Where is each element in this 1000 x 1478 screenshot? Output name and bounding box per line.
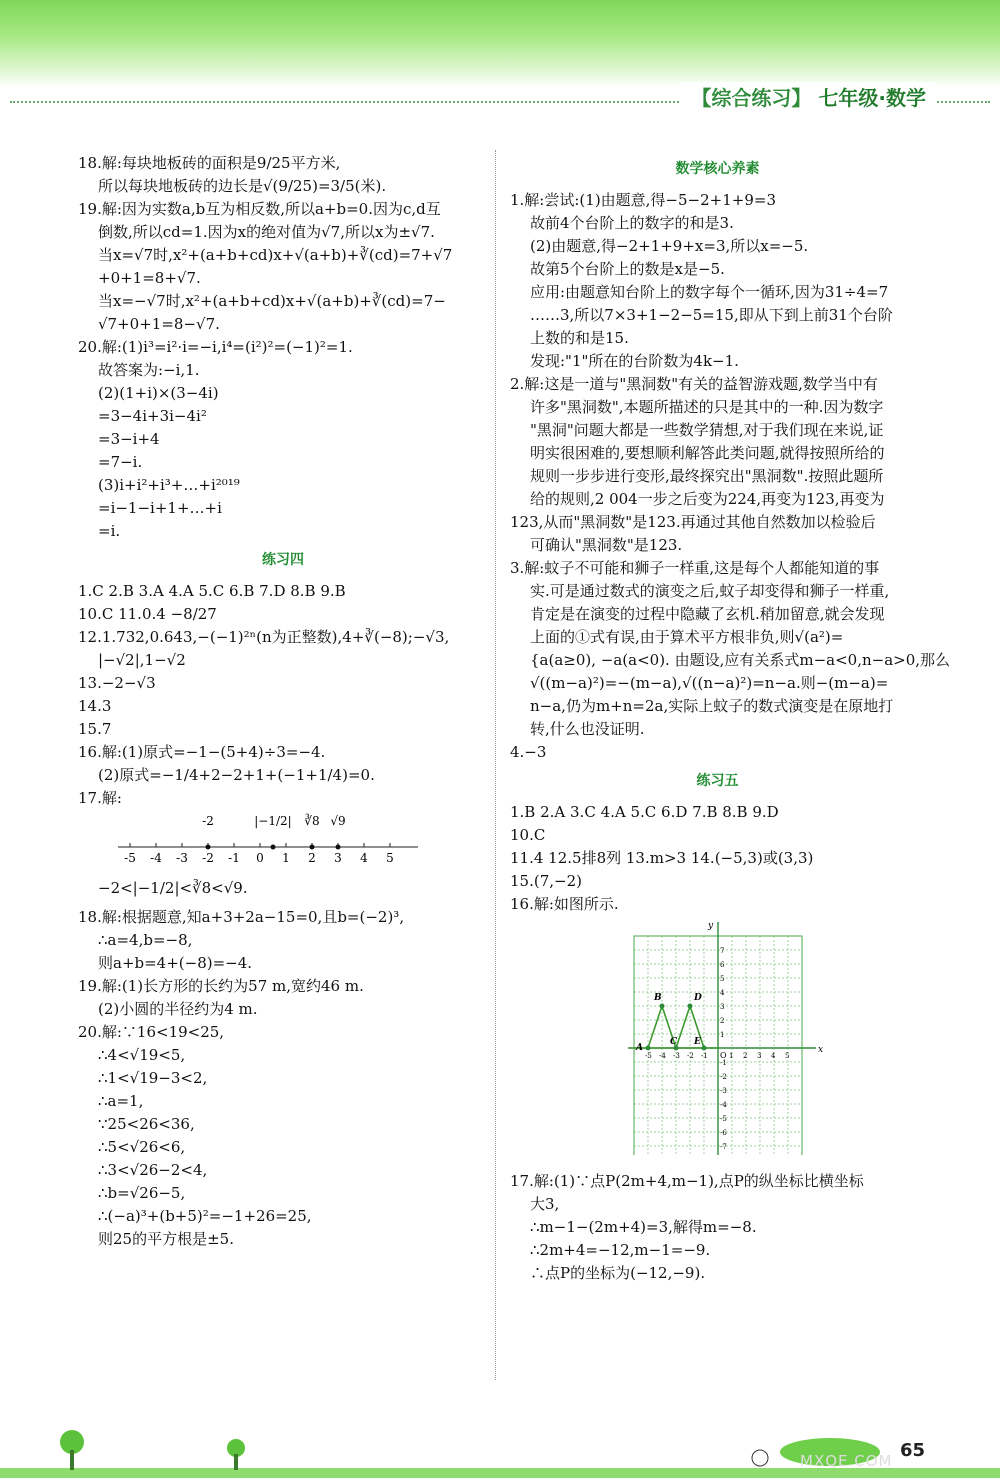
- answer-line: (2)由题意,得−2+1+9+x=3,所以x=−5.: [530, 237, 809, 255]
- answer-line: +0+1=8+√7.: [98, 269, 201, 287]
- answer-line: 转,什么也没证明.: [530, 720, 645, 738]
- answer-line: 给的规则,2 004一步之后变为224,再变为123,再变为: [530, 490, 885, 508]
- number-line-point: [206, 845, 211, 850]
- header-section: 【综合练习】: [691, 86, 812, 110]
- answer-line: ……3,所以7×3+1−2−5=15,即从下到上前31个台阶: [530, 306, 893, 324]
- answer-line: ∴5<√26<6,: [98, 1138, 186, 1156]
- y-tick-label: 4: [720, 989, 725, 997]
- right-answers-block-1: [510, 189, 951, 764]
- answer-line: 10.C: [510, 826, 546, 844]
- y-tick-label: 3: [720, 1003, 725, 1011]
- number-line-tick-label: 5: [386, 851, 394, 865]
- y-tick-label: -7: [720, 1143, 727, 1151]
- left-answers-block-2: [78, 580, 488, 787]
- answer-line: 19.解:因为实数a,b互为相反数,所以a+b=0.因为c,d互: [78, 200, 441, 218]
- answer-line: 20.解:∵16<19<25,: [78, 1023, 225, 1041]
- answer-line: =3−4i+3i−4i²: [98, 407, 207, 425]
- graph-point: [660, 1004, 665, 1009]
- graph-point-label: A: [636, 1043, 643, 1053]
- answer-line: (2)(1+i)×(3−4i): [98, 384, 219, 402]
- answer-line: √7+0+1=8−√7.: [98, 315, 220, 333]
- answer-line: 16.解:(1)原式=−1−(5+4)÷3=−4.: [78, 743, 326, 761]
- top-decoration-band: [0, 0, 1000, 88]
- number-line-point: [271, 845, 276, 850]
- x-tick-label: 5: [785, 1052, 790, 1060]
- answer-line: {a(a≥0), −a(a<0). 由题设,应有关系式m−a<0,n−a>0,那么: [530, 651, 951, 669]
- y-tick-label: -6: [720, 1129, 727, 1137]
- watermark-text: MXQE.COM: [800, 1452, 893, 1470]
- y-tick-label: -3: [720, 1087, 727, 1095]
- answer-line: 123,从而"黑洞数"是123.再通过其他自然数加以检验后: [510, 513, 876, 531]
- answer-line: √((m−a)²)=−(m−a),√((n−a)²)=n−a.则−(m−a)=: [530, 674, 889, 692]
- answer-line: 倒数,所以cd=1.因为x的绝对值为√7,所以x为±√7.: [98, 223, 435, 241]
- answer-line: =3−i+4: [98, 430, 160, 448]
- x-tick-label: -3: [673, 1052, 680, 1060]
- right-column: [510, 152, 951, 1285]
- answer-line: 20.解:(1)i³=i²·i=−i,i⁴=(i²)²=(−1)²=1.: [78, 338, 353, 356]
- x-tick-label: 2: [743, 1052, 748, 1060]
- number-line-tick-label: -2: [202, 851, 214, 865]
- answer-line: 明实很困难的,要想顺利解答此类问题,就得按照所给的: [530, 444, 885, 462]
- answer-line: 当x=−√7时,x²+(a+b+cd)x+√(a+b)+∛(cd)=7−: [98, 292, 446, 310]
- x-tick-label: -4: [659, 1052, 666, 1060]
- answer-line: 可确认"黑洞数"是123.: [530, 536, 683, 554]
- answer-line: 则25的平方根是±5.: [98, 1230, 234, 1248]
- number-line-point-label: ∛8: [304, 814, 320, 828]
- number-line-point-label: √9: [330, 814, 346, 828]
- answer-line: 上面的①式有误,由于算术平方根非负,则√(a²)=: [530, 628, 844, 646]
- right-answers-block-2: [510, 801, 925, 916]
- graph-point-label: E: [694, 1037, 701, 1047]
- number-line-tick-label: -3: [176, 851, 188, 865]
- section-heading-practice-4: 练习四: [262, 552, 304, 568]
- answer-line: =i−1−i+1+…+i: [98, 499, 222, 517]
- answer-line: 2.解:这是一道与"黑洞数"有关的益智游戏题,数学当中有: [510, 375, 878, 393]
- y-tick-label: -4: [720, 1101, 727, 1109]
- number-line-tick-label: 2: [308, 851, 316, 865]
- answer-line: 上数的和是15.: [530, 329, 629, 347]
- y-tick-label: -2: [720, 1073, 727, 1081]
- answer-line: (2)原式=−1/4+2−2+1+(−1+1/4)=0.: [98, 766, 375, 784]
- page-header: [681, 82, 936, 111]
- number-line-tick-label: 1: [282, 851, 290, 865]
- number-line-tick-label: 0: [256, 851, 264, 865]
- answer-line: 14.3: [78, 697, 112, 715]
- answer-line: ∴3<√26−2<4,: [98, 1161, 208, 1179]
- x-tick-label: 1: [729, 1052, 734, 1060]
- answer-line: 1.解:尝试:(1)由题意,得−5−2+1+9=3: [510, 191, 776, 209]
- answer-line: 13.−2−√3: [78, 674, 156, 692]
- x-tick-label: 4: [771, 1052, 776, 1060]
- answer-line: 发现:"1"所在的台阶数为4k−1.: [530, 352, 739, 370]
- answer-line: 16.解:如图所示.: [510, 895, 619, 913]
- graph-point: [702, 1046, 707, 1051]
- answer-line: 3.解:蚊子不可能和狮子一样重,这是每个人都能知道的事: [510, 559, 880, 577]
- number-line-point-label: -2: [202, 814, 214, 828]
- snail-icon: [752, 1450, 768, 1466]
- left-answers-block-3: [78, 906, 488, 1251]
- answer-line: 18.解:每块地板砖的面积是9/25平方米,: [78, 154, 341, 172]
- graph-point-label: C: [670, 1037, 678, 1047]
- y-tick-label: 5: [720, 975, 725, 983]
- graph-point: [646, 1046, 651, 1051]
- y-tick-label: 1: [720, 1031, 725, 1039]
- page-number: 65: [900, 1440, 926, 1461]
- graph-point-label: D: [694, 993, 702, 1003]
- answer-line: 10.C 11.0.4 −8/27: [78, 605, 217, 623]
- answer-line: 肯定是在演变的过程中隐藏了玄机.稍加留意,就会发现: [530, 605, 885, 623]
- number-line-tick-label: 3: [334, 851, 342, 865]
- x-tick-label: 3: [757, 1052, 762, 1060]
- graph-point-label: B: [654, 993, 662, 1003]
- section-heading-practice-5: 练习五: [696, 773, 739, 789]
- answer-line: 许多"黑洞数",本题所描述的只是其中的一种.因为数字: [530, 398, 884, 416]
- answer-line: ∴4<√19<5,: [98, 1046, 186, 1064]
- answer-line: ∴b=√26−5,: [98, 1184, 186, 1202]
- x-tick-label: -5: [645, 1052, 652, 1060]
- number-line-tick-label: -4: [150, 851, 162, 865]
- answer-line: 17.解:(1)∵点P(2m+4,m−1),点P的纵坐标比横坐标: [510, 1172, 864, 1190]
- answer-line: ∴2m+4=−12,m−1=−9.: [530, 1241, 711, 1259]
- header-grade: 七年级·数学: [818, 86, 926, 110]
- answer-line: 则a+b=4+(−8)=−4.: [98, 954, 253, 972]
- answer-line: 所以每块地板砖的边长是√(9/25)=3/5(米).: [98, 177, 387, 195]
- y-axis-label: y: [708, 921, 714, 931]
- answer-line: 1.C 2.B 3.A 4.A 5.C 6.B 7.D 8.B 9.B: [78, 582, 346, 600]
- answer-line: n−a,仍为m+n=2a,实际上蚊子的数式演变是在原地打: [530, 697, 894, 715]
- left-answers-block-1: [78, 152, 488, 543]
- y-tick-label: -5: [720, 1115, 727, 1123]
- number-line-tick-label: 4: [360, 851, 368, 865]
- answer-line: 应用:由题意知台阶上的数字每个一循环,因为31÷4=7: [530, 283, 889, 301]
- answer-line: 18.解:根据题意,知a+3+2a−15=0,且b=(−2)³,: [78, 908, 405, 926]
- answer-line: 当x=√7时,x²+(a+b+cd)x+√(a+b)+∛(cd)=7+√7: [98, 246, 453, 264]
- answer-line: (2)小圆的半径约为4 m.: [98, 1000, 258, 1018]
- origin-label: O: [720, 1051, 727, 1060]
- q17-result: −2<|−1/2|<∛8<√9.: [98, 879, 248, 897]
- answer-line: 15.(7,−2): [510, 872, 582, 890]
- answer-line: ∴点P的坐标为(−12,−9).: [530, 1264, 706, 1282]
- column-divider: [495, 150, 496, 1380]
- y-tick-label: 7: [720, 947, 725, 955]
- right-answers-block-3: [510, 1170, 925, 1285]
- y-tick-label: 6: [720, 961, 725, 969]
- number-line-tick-label: -5: [124, 851, 136, 865]
- number-line-figure: [78, 810, 438, 870]
- answer-line: 故前4个台阶上的数字的和是3.: [530, 214, 734, 232]
- number-line-tick-label: -1: [228, 851, 240, 865]
- left-column: [78, 152, 488, 1251]
- number-line-point: [336, 845, 341, 850]
- number-line-point-label: |−1/2|: [254, 814, 292, 828]
- y-tick-label: 2: [720, 1017, 725, 1025]
- section-heading-core-literacy: 数学核心养素: [675, 161, 760, 177]
- answer-line: 4.−3: [510, 743, 547, 761]
- answer-line: 11.4 12.5排8列 13.m>3 14.(−5,3)或(3,3): [510, 849, 814, 867]
- answer-line: 19.解:(1)长方形的长约为57 m,宽约46 m.: [78, 977, 364, 995]
- answer-line: =i.: [98, 522, 121, 540]
- answer-line: ∴m−1−(2m+4)=3,解得m=−8.: [530, 1218, 757, 1236]
- y-tick-label: -1: [720, 1059, 727, 1067]
- answer-line: ∴a=4,b=−8,: [98, 931, 193, 949]
- answer-line: ∵25<26<36,: [98, 1115, 195, 1133]
- answer-line: 1.B 2.A 3.C 4.A 5.C 6.D 7.B 8.B 9.D: [510, 803, 779, 821]
- answer-line: 规则一步步进行变形,最终探究出"黑洞数".按照此题所: [530, 467, 884, 485]
- answer-line: ∴a=1,: [98, 1092, 144, 1110]
- coordinate-graph: [628, 920, 828, 1155]
- answer-line: =7−i.: [98, 453, 143, 471]
- q17-label: 17.解:: [78, 789, 122, 807]
- x-tick-label: -1: [701, 1052, 708, 1060]
- answer-line: "黑洞"问题大都是一些数学猜想,对于我们现在来说,证: [530, 421, 884, 439]
- number-line-point: [310, 845, 315, 850]
- answer-line: 12.1.732,0.643,−(−1)²ⁿ(n为正整数),4+∛(−8);−√3,: [78, 628, 450, 646]
- answer-line: 15.7: [78, 720, 112, 738]
- answer-line: 故答案为:−i,1.: [98, 361, 200, 379]
- x-axis-label: x: [818, 1045, 824, 1055]
- graph-point: [688, 1004, 693, 1009]
- answer-line: ∴1<√19−3<2,: [98, 1069, 208, 1087]
- answer-line: 大3,: [530, 1195, 560, 1213]
- x-tick-label: -2: [687, 1052, 694, 1060]
- answer-line: 故第5个台阶上的数是x是−5.: [530, 260, 725, 278]
- answer-line: (3)i+i²+i³+…+i²⁰¹⁹: [98, 476, 240, 494]
- answer-line: 实.可是通过数式的演变之后,蚊子却变得和狮子一样重,: [530, 582, 890, 600]
- answer-line: ∴(−a)³+(b+5)²=−1+26=25,: [98, 1207, 312, 1225]
- answer-line: |−√2|,1−√2: [98, 651, 186, 669]
